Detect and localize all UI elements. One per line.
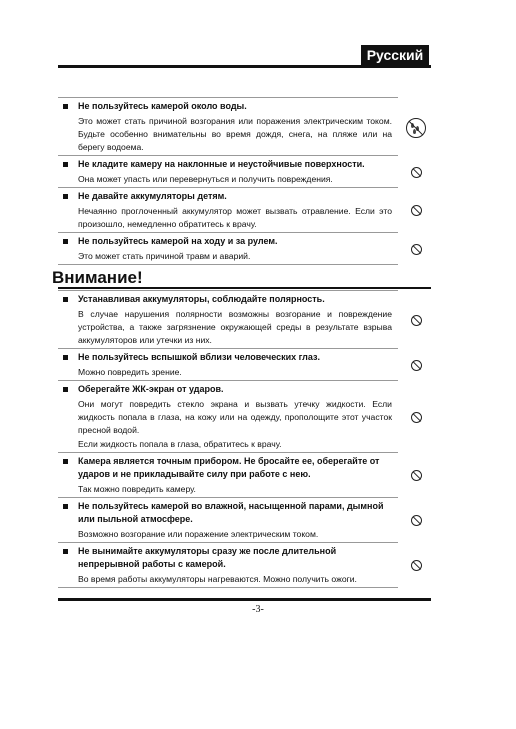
warning-title: Не пользуйтесь камерой на ходу и за рулем. [58, 233, 398, 250]
caution-body: Во время работы аккумуляторы нагреваются. Можно получить ожоги. [78, 574, 357, 584]
prohibited-icon [411, 205, 422, 216]
prohibited-icon [411, 412, 422, 423]
warning-body: Она может упасть или перевернуться и получить повреждения. [78, 174, 333, 184]
caution-item [58, 290, 398, 348]
caution-title: Не вынимайте аккумуляторы сразу же после длительной непрерывной работы с камерой. [58, 543, 398, 573]
prohibited-icon [411, 244, 422, 255]
warning-item [58, 97, 398, 155]
caution-item [58, 380, 398, 452]
warning-item [58, 155, 398, 187]
caution-title: Не пользуйтесь камерой во влажной, насыщенной парами, дымной или пыльной атмосфере. [58, 498, 398, 528]
caution-title: Устанавливая аккумуляторы, соблюдайте полярность. [58, 291, 398, 308]
header-rule [58, 65, 431, 68]
caution-list [58, 290, 398, 588]
caution-item [58, 452, 398, 497]
prohibited-icon [411, 360, 422, 371]
footer-rule [58, 598, 431, 601]
caution-title: Оберегайте ЖК-экран от ударов. [58, 381, 398, 398]
caution-heading: Внимание! [52, 268, 143, 287]
caution-body: Так можно повредить камеру. [78, 484, 196, 494]
caution-body: Они могут повредить стекло экрана и вызвать утечку жидкости. Если жидкость попала в глаза, на кожу или на одежду, прополощите этот участок пресной водой. [78, 399, 392, 435]
warning-title: Не давайте аккумуляторы детям. [58, 188, 398, 205]
prohibited-icon [411, 167, 422, 178]
prohibited-icon [411, 470, 422, 481]
caution-rule [58, 287, 431, 289]
prohibited-icon [411, 560, 422, 571]
caution-item [58, 542, 398, 588]
caution-body: В случае нарушения полярности возможны возгорание и повреждение устройства, а также загрязнение окружающей среды в результате взрыва аккумуляторов или утечки из них. [78, 309, 392, 345]
warning-title: Не пользуйтесь камерой около воды. [58, 98, 398, 115]
warning-body: Это может стать причиной возгорания или поражения электрическим током. Будьте особенно внимательны во время дождя, снега, на пляже или на берегу водоема. [78, 116, 392, 152]
caution-title: Камера является точным прибором. Не бросайте ее, оберегайте от ударов и не прикладывайте силу при работе с нею. [58, 453, 398, 483]
caution-item [58, 348, 398, 380]
caution-item [58, 497, 398, 542]
warning-body: Это может стать причиной травм и аварий. [78, 251, 251, 261]
warning-item [58, 232, 398, 265]
language-tab: Русский [361, 45, 429, 65]
caution-body-extra: Если жидкость попала в глаза, обратитесь к врачу. [78, 439, 282, 449]
warning-title: Не кладите камеру на наклонные и неустойчивые поверхности. [58, 156, 398, 173]
warning-body: Нечаянно проглоченный аккумулятор может вызвать отравление. Если это произошло, немедленно обратитесь к врачу. [78, 206, 392, 229]
prohibited-icon [411, 515, 422, 526]
warning-item [58, 187, 398, 232]
page-number: -3- [252, 604, 264, 615]
caution-body: Можно повредить зрение. [78, 367, 182, 377]
no-water-icon [406, 118, 426, 138]
caution-body: Возможно возгорание или поражение электрическим током. [78, 529, 319, 539]
prohibited-icon [411, 315, 422, 326]
warnings-list [58, 97, 398, 265]
caution-title: Не пользуйтесь вспышкой вблизи человеческих глаз. [58, 349, 398, 366]
